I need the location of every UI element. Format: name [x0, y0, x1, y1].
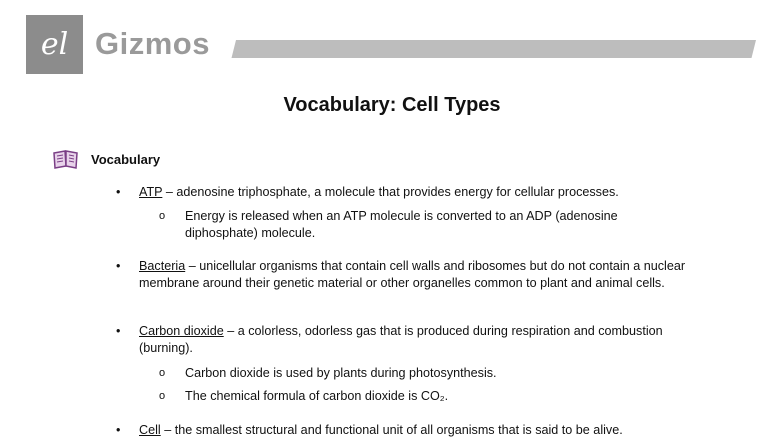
book-icon: [52, 149, 80, 169]
bullet: •: [116, 423, 121, 437]
subpoint-text: The chemical formula of carbon dioxide is CO₂.: [185, 389, 449, 403]
bullet: •: [116, 324, 121, 338]
bullet: •: [116, 185, 121, 199]
subpoint-text: Energy is released when an ATP molecule is converted to an ADP (adenosine diphosphate) molecule.: [185, 209, 618, 240]
vocab-definition: – adenosine triphosphate, a molecule that provides energy for cellular processes.: [162, 185, 619, 199]
section-heading: [52, 149, 160, 169]
page-title: Vocabulary: Cell Types: [283, 94, 501, 116]
brand-name: Gizmos: [95, 26, 210, 61]
vocab-term: Cell: [139, 423, 161, 437]
vocab-term: ATP: [139, 185, 163, 199]
vocab-definition: – a colorless, odorless gas that is produced during respiration and combustion (burning).: [139, 324, 663, 355]
subpoint-text: Carbon dioxide is used by plants during photosynthesis.: [185, 366, 497, 380]
vocab-text: [139, 323, 699, 356]
vocab-definition: – the smallest structural and functional unit of all organisms that is said to be alive.: [160, 423, 623, 437]
vocab-text: [139, 184, 699, 201]
bullet: •: [116, 259, 121, 273]
vocab-text: [139, 422, 699, 439]
vocab-term: Bacteria: [139, 259, 186, 273]
header-band: [232, 40, 756, 58]
vocab-text: [139, 258, 699, 291]
section-label: Vocabulary: [91, 151, 161, 167]
explorelearning-logo: [26, 15, 83, 74]
logo-glyph: el: [40, 27, 69, 62]
vocab-term: Carbon dioxide: [139, 324, 224, 338]
sub-bullet: o: [159, 210, 166, 222]
sub-bullet: o: [159, 390, 166, 402]
sub-bullet: o: [159, 367, 166, 379]
vocab-definition: – unicellular organisms that contain cell walls and ribosomes but do not contain a nuclear membrane around their genetic material or other organelles common to plant and animal cells.: [139, 259, 686, 290]
